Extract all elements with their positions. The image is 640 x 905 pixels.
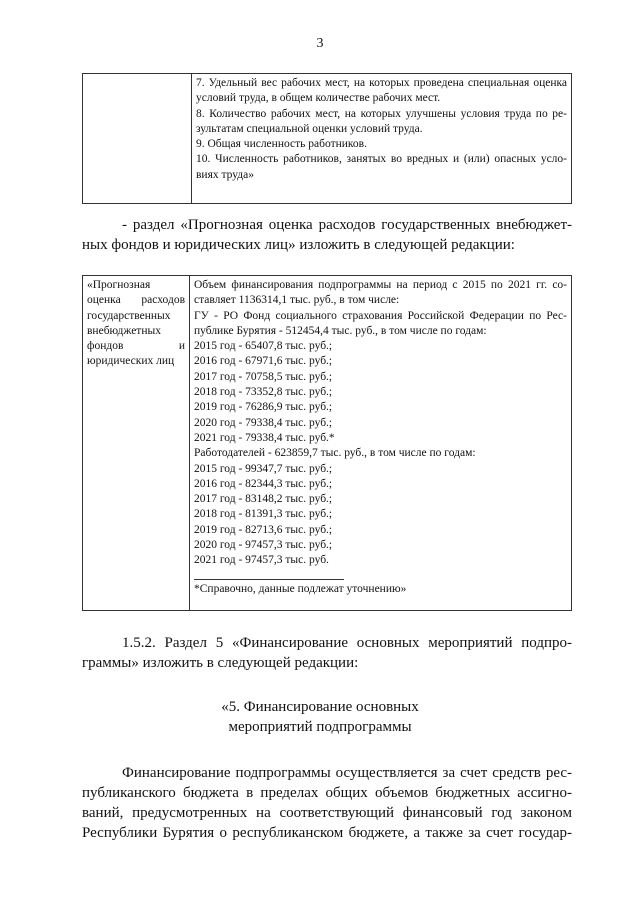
page-number: 3 — [316, 36, 324, 51]
forecast-expenses-table — [82, 275, 572, 611]
funding-year-line: 2020 год - 79338,4 тыс. руб.; — [194, 416, 333, 429]
table-row — [83, 276, 572, 611]
indicator-line: 10. Численность работников, занятых во вредных и (или) опасных усло- — [196, 153, 567, 166]
paragraph-line: 1.5.2. Раздел 5 «Финансирование основных мероприятий подпро- — [122, 635, 572, 651]
funding-year-line: 2016 год - 82344,3 тыс. руб.; — [194, 477, 333, 490]
funding-year-line: 2019 год - 82713,6 тыс. руб.; — [194, 523, 333, 536]
indicator-line: 7. Удельный вес рабочих мест, на которых проведена специальная оценка — [196, 77, 567, 89]
funding-line: Работодателей - 623859,7 тыс. руб., в том числе по годам: — [194, 447, 476, 460]
funding-line: ставляет 1136314,1 тыс. руб., в том числе: — [194, 294, 400, 307]
paragraph-line: публиканского бюджета в пределах общих объемов бюджетных ассигно- — [82, 785, 572, 801]
footnote: *Справочно, данные подлежат уточнению» — [194, 582, 407, 595]
paragraph-line: ваний, предусмотренных на соответствующий финансовый год законом — [82, 805, 572, 821]
funding-year-line: 2019 год - 76286,9 тыс. руб.; — [194, 401, 333, 414]
funding-year-line: 2017 год - 70758,5 тыс. руб.; — [194, 370, 333, 383]
paragraph-line: граммы» изложить в следующей редакции: — [82, 655, 359, 671]
paragraph-line: - раздел «Прогнозная оценка расходов государственных внебюджет- — [122, 217, 572, 233]
funding-year-line: 2017 год - 83148,2 тыс. руб.; — [194, 493, 333, 506]
section-heading — [0, 697, 640, 737]
indicator-line: 8. Количество рабочих мест, на которых улучшены условия труда по ре- — [196, 107, 567, 120]
funding-year-line: 2020 год - 97457,3 тыс. руб.; — [194, 539, 333, 552]
funding-year-line: 2021 год - 97457,3 тыс. руб. — [194, 554, 329, 567]
paragraph-line: Республики Бурятия о республиканском бюджете, а также за счет государ- — [82, 825, 572, 841]
paragraph-line: ных фондов и юридических лиц» изложить в следующей редакции: — [82, 237, 515, 253]
heading-line: «5. Финансирование основных — [221, 699, 419, 715]
indicator-line: 9. Общая численность работников. — [196, 138, 367, 151]
section5-amendment-paragraph — [82, 633, 572, 673]
section-amendment-paragraph — [82, 215, 572, 255]
funding-year-line: 2015 год - 99347,7 тыс. руб.; — [194, 462, 333, 475]
funding-year-line: 2018 год - 81391,3 тыс. руб.; — [194, 508, 333, 521]
table-row — [83, 74, 572, 204]
paragraph-line: Финансирование подпрограммы осуществляется за счет средств рес- — [122, 765, 572, 781]
indicators-label-cell — [83, 74, 192, 204]
footnote-separator — [194, 579, 344, 580]
funding-year-line: 2015 год - 65407,8 тыс. руб.; — [194, 340, 333, 353]
forecast-label-cell: «Прогнозная оценка расходов государственных внебюджетных фондов и юридических лиц — [83, 276, 190, 611]
indicators-table-continuation — [82, 73, 572, 204]
funding-line: ГУ - РО Фонд социального страхования Российской Федерации по Рес- — [194, 309, 567, 322]
indicator-line: виях труда» — [196, 168, 254, 181]
forecast-values-cell — [190, 276, 572, 611]
heading-line: мероприятий подпрограммы — [228, 719, 412, 735]
indicator-line: условий труда, в общем количестве рабочих мест. — [196, 92, 441, 105]
indicator-line: зультатам специальной оценки условий труда. — [196, 122, 423, 135]
funding-year-line: 2018 год - 73352,8 тыс. руб.; — [194, 386, 333, 399]
funding-line: Объем финансирования подпрограммы на период с 2015 по 2021 гг. со- — [194, 279, 567, 291]
indicators-list-cell — [192, 74, 572, 204]
funding-year-line: 2016 год - 67971,6 тыс. руб.; — [194, 355, 333, 368]
financing-paragraph — [82, 763, 572, 843]
funding-line: публике Бурятия - 512454,4 тыс. руб., в том числе по годам: — [194, 324, 487, 337]
funding-year-line: 2021 год - 79338,4 тыс. руб.* — [194, 431, 335, 444]
